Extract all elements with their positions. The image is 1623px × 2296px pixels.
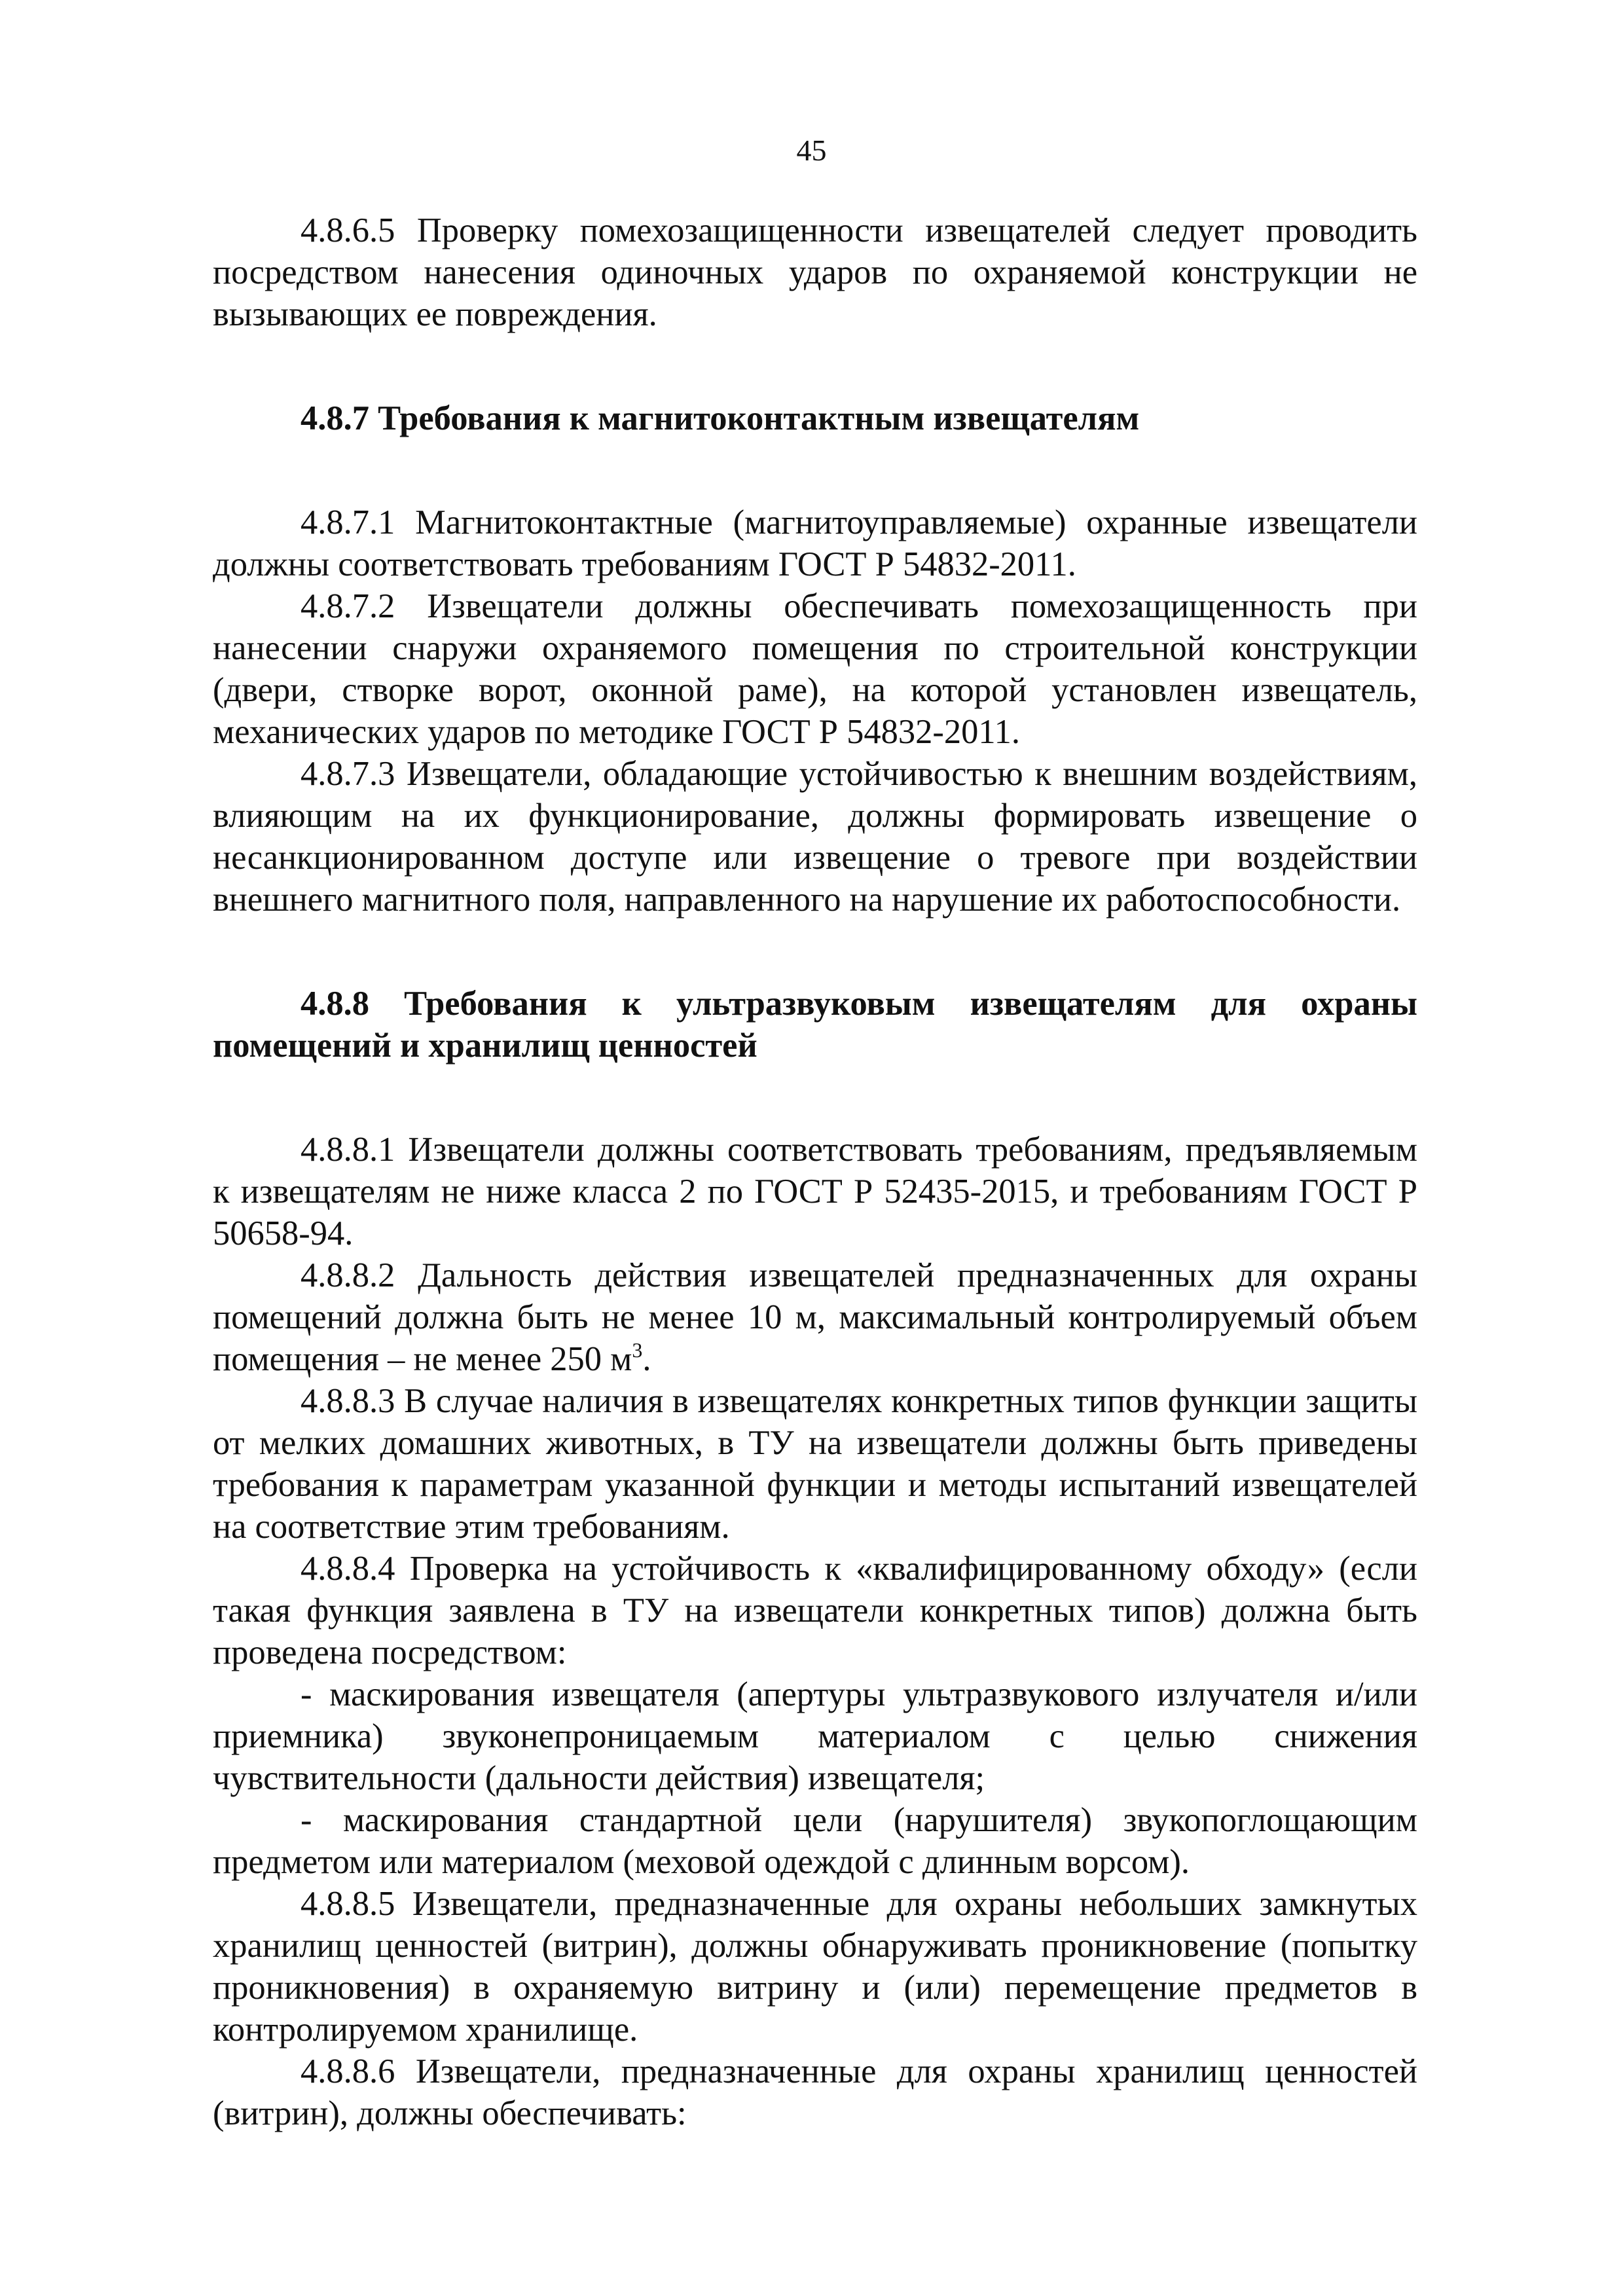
paragraph-4-8-8-4: 4.8.8.4 Проверка на устойчивость к «квалифицированному обходу» (если такая функция заявлена в ТУ на извещатели конкретных типов) должна быть проведена посредством: bbox=[213, 1550, 1417, 1671]
paragraph-4-8-8-5: 4.8.8.5 Извещатели, предназначенные для охраны небольших замкнутых хранилищ ценностей (витрин), должны обнаруживать проникновение (попытку проникновения) в охраняемую витрину и (или) перемещение предметов в контролируемом хранилище. bbox=[213, 1885, 1417, 2049]
paragraph-4-8-7-2: 4.8.7.2 Извещатели должны обеспечивать помехозащищенность при нанесении снаружи охраняемого помещения по строительной конструкции (двери, створке ворот, оконной раме), на которой установлен извещатель, механических ударов по методике ГОСТ Р 54832-2011. bbox=[213, 587, 1417, 751]
paragraph-4-8-8-1: 4.8.8.1 Извещатели должны соответствовать требованиям, предъявляемым к извещателям не ниже класса 2 по ГОСТ Р 52435-2015, и требованиям ГОСТ Р 50658-94. bbox=[213, 1131, 1417, 1252]
list-item-masking-target: - маскирования стандартной цели (нарушителя) звукопоглощающим предметом или материалом (меховой одеждой с длинным ворсом). bbox=[213, 1801, 1417, 1881]
paragraph-4-8-7-3: 4.8.7.3 Извещатели, обладающие устойчивостью к внешним воздействиям, влияющим на их функционирование, должны формировать извещение о несанкционированном доступе или извещение о тревоге при воздействии внешнего магнитного поля, направленного на нарушение их работоспособности. bbox=[213, 755, 1417, 919]
paragraph-4-8-6-5: 4.8.6.5 Проверку помехозащищенности извещателей следует проводить посредством нанесения одиночных ударов по охраняемой конструкции не вызывающих ее повреждения. bbox=[213, 211, 1417, 333]
page-content bbox=[213, 210, 1417, 2134]
heading-4-8-7: 4.8.7 Требования к магнитоконтактным извещателям bbox=[301, 399, 1140, 437]
paragraph-4-8-8-2 bbox=[213, 1254, 1417, 1380]
heading-4-8-8: 4.8.8 Требования к ультразвуковым извещателям для охраны помещений и хранилищ ценностей bbox=[213, 985, 1417, 1065]
paragraph-4-8-8-6: 4.8.8.6 Извещатели, предназначенные для охраны хранилищ ценностей (витрин), должны обеспечивать: bbox=[213, 2052, 1417, 2132]
paragraph-4-8-8-3: 4.8.8.3 В случае наличия в извещателях конкретных типов функции защиты от мелких домашних животных, в ТУ на извещатели должны быть приведены требования к параметрам указанной функции и методы испытаний извещателей на соответствие этим требованиям. bbox=[213, 1382, 1417, 1546]
paragraph-4-8-8-2-text: 4.8.8.2 Дальность действия извещателей предназначенных для охраны помещений должна быть не менее 10 м, максимальный контролируемый объем помещения – не менее 250 м bbox=[213, 1256, 1417, 1378]
list-item-masking-detector: - маскирования извещателя (апертуры ультразвукового излучателя и/или приемника) звуконепроницаемым материалом с целью снижения чувствительности (дальности действия) извещателя; bbox=[213, 1675, 1417, 1797]
paragraph-4-8-8-2-tail: . bbox=[642, 1340, 651, 1378]
superscript-cubic: 3 bbox=[632, 1338, 643, 1362]
paragraph-4-8-7-1: 4.8.7.1 Магнитоконтактные (магнитоуправляемые) охранные извещатели должны соответствовать требованиям ГОСТ Р 54832-2011. bbox=[213, 503, 1417, 583]
page-number: 45 bbox=[796, 134, 827, 167]
